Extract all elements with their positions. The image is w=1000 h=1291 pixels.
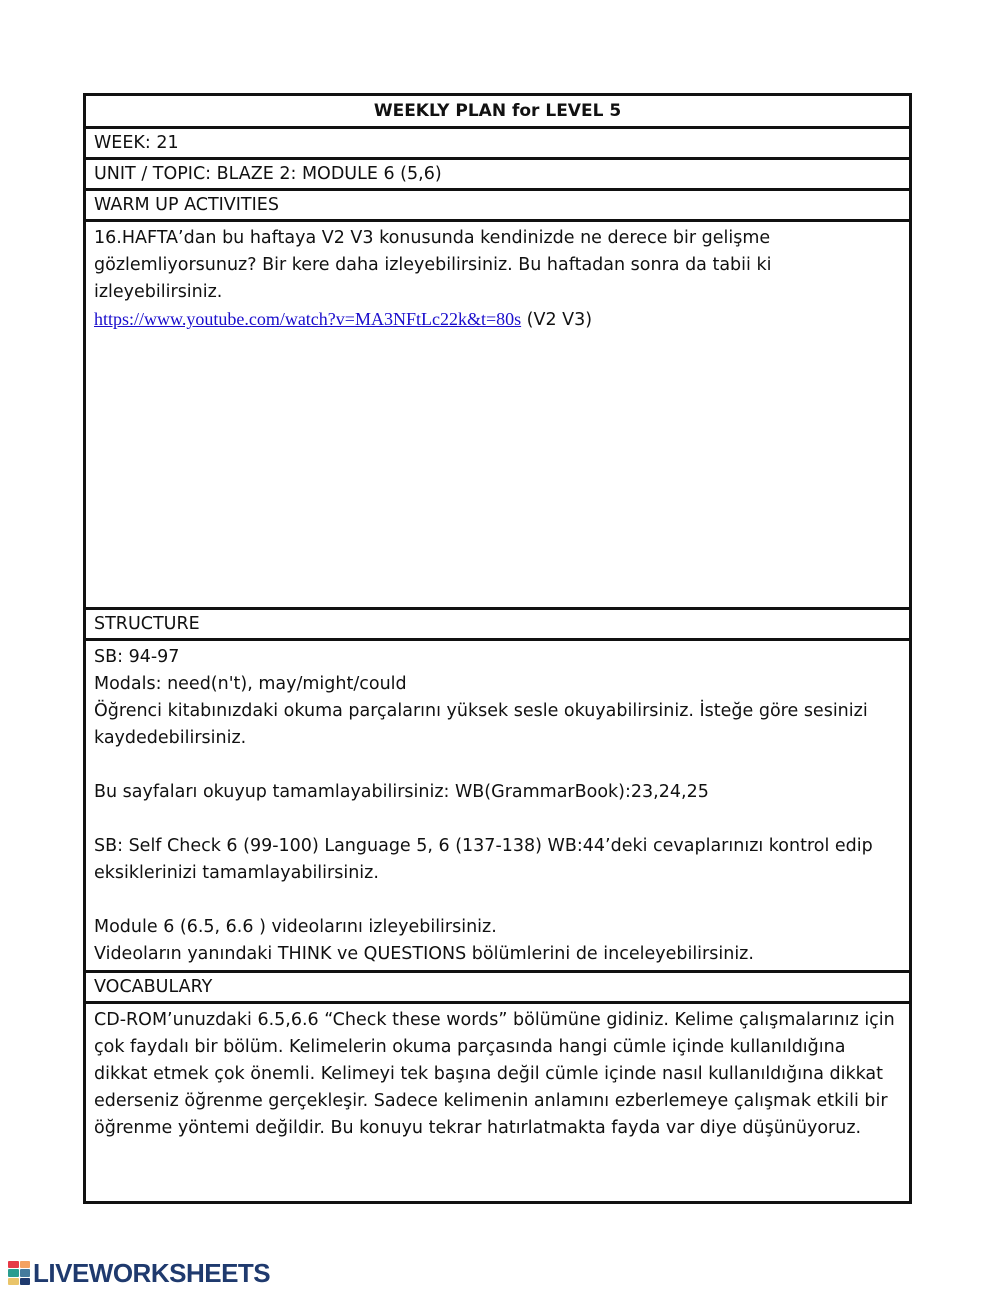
structure-line: Modals: need(n't), may/might/could [94, 674, 407, 694]
structure-line: Module 6 (6.5, 6.6 ) videolarını izleyebilirsiniz. [94, 917, 497, 937]
logo-square [20, 1278, 31, 1285]
structure-line: SB: 94-97 [94, 647, 180, 667]
liveworksheets-logo-icon [8, 1261, 30, 1285]
liveworksheets-logo [8, 1258, 270, 1288]
warm-up-text: 16.HAFTA’dan bu haftaya V2 V3 konusunda kendinizde ne derece bir gelişme gözlemliyorsunuz? Bir kere daha izleyebilirsiniz. Bu haftadan sonra da tabii ki izleyebilirsiniz. [94, 228, 772, 302]
structure-line: Videoların yanındaki THINK ve QUESTIONS bölümlerini de inceleyebilirsiniz. [94, 944, 754, 964]
warm-up-link-line [94, 306, 901, 334]
week-row: WEEK: 21 [86, 129, 909, 160]
warm-up-heading: WARM UP ACTIVITIES [86, 191, 909, 222]
structure-heading: STRUCTURE [86, 610, 909, 641]
structure-line: Bu sayfaları okuyup tamamlayabilirsiniz: WB(GrammarBook):23,24,25 [94, 782, 709, 802]
plan-title: WEEKLY PLAN for LEVEL 5 [86, 96, 909, 129]
logo-square [8, 1278, 19, 1285]
weekly-plan-table [83, 93, 912, 1204]
unit-topic-row: UNIT / TOPIC: BLAZE 2: MODULE 6 (5,6) [86, 160, 909, 191]
logo-square [20, 1261, 31, 1268]
vocabulary-body [86, 1004, 909, 1201]
structure-line: SB: Self Check 6 (99-100) Language 5, 6 (137-138) WB:44’deki cevaplarınızı kontrol edip eksiklerinizi tamamlayabilirsiniz. [94, 836, 873, 883]
structure-line: Öğrenci kitabınızdaki okuma parçalarını yüksek sesle okuyabilirsiniz. İsteğe göre sesinizi kaydedebilirsiniz. [94, 701, 868, 748]
youtube-link[interactable]: https://www.youtube.com/watch?v=MA3NFtLc22k&t=80s [94, 309, 522, 329]
logo-square [20, 1269, 31, 1276]
logo-square [8, 1269, 19, 1276]
vocabulary-text: CD-ROM’unuzdaki 6.5,6.6 “Check these words” bölümüne gidiniz. Kelime çalışmalarınız için çok faydalı bir bölüm. Kelimelerin okuma parçasında hangi cümle içinde kullanıldığına dikkat etmek çok önemli. Kelimeyi tek başına değil cümle içinde nasıl kullanıldığına dikkat ederseniz öğrenme gerçekleşir. Sadece kelimenin anlamını ezberlemeye çalışmak etkili bir öğrenme yöntemi değildir. Bu konuyu tekrar hatırlatmakta fayda var diye düşünüyoruz. [94, 1010, 895, 1138]
warm-up-body [86, 222, 909, 610]
vocabulary-heading: VOCABULARY [86, 973, 909, 1004]
logo-text: LIVEWORKSHEETS [33, 1257, 271, 1288]
logo-square [8, 1261, 19, 1268]
link-suffix: (V2 V3) [521, 310, 593, 330]
structure-body [86, 641, 909, 973]
